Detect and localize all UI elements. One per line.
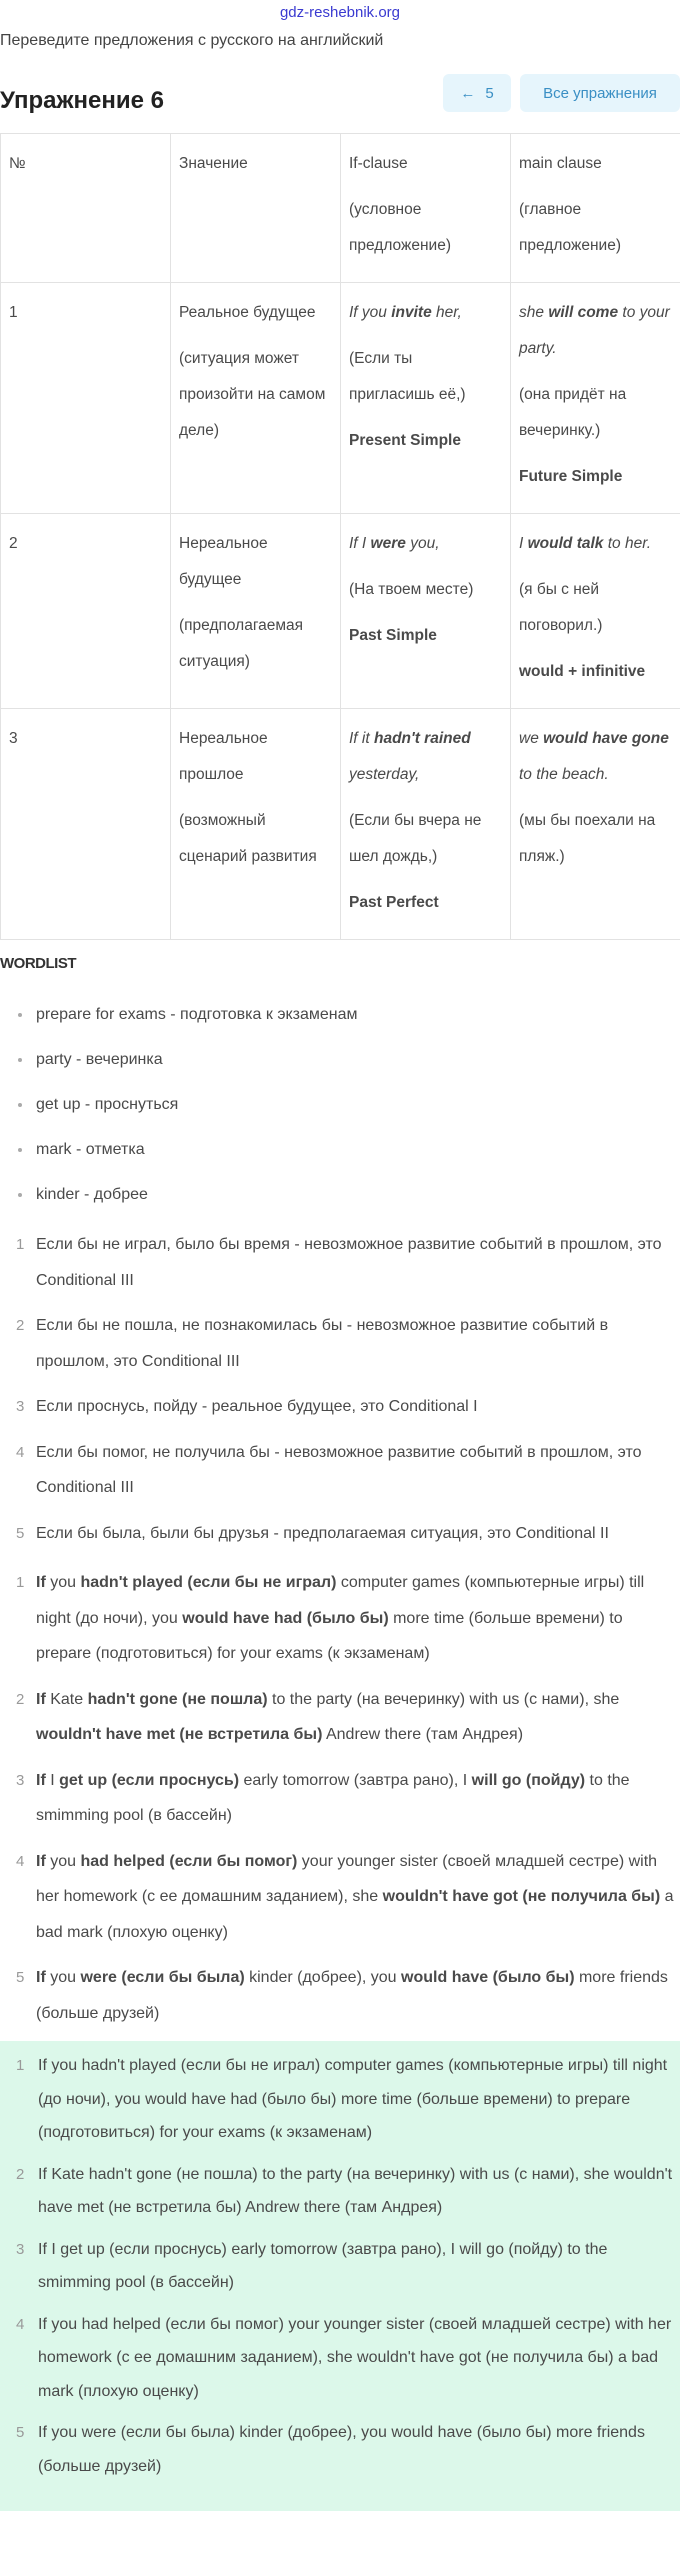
cell-paragraph	[519, 295, 672, 367]
text-segment: №	[9, 155, 26, 172]
item-text: If you were (если бы была) kinder (добрее), you would have (было бы) more friends (больше друзей)	[38, 2424, 645, 2475]
cell-paragraph	[349, 146, 502, 182]
bold-text: would have had (было бы)	[182, 1609, 389, 1627]
page-title: Упражнение 6	[0, 87, 164, 114]
cell-paragraph	[519, 459, 672, 495]
bold-text: Future Simple	[519, 468, 623, 485]
bold-text: were	[370, 535, 406, 552]
list-item	[0, 1227, 680, 1298]
list-item	[0, 1516, 680, 1552]
cell-paragraph	[349, 885, 502, 921]
text-segment: more friends (больше друзей)	[36, 1969, 668, 2022]
text-segment: Если бы помог, не получила бы - невозможное развитие событий в прошлом, это Conditional III	[36, 1443, 642, 1496]
text-segment: to the smimming pool (в бассейн)	[36, 1771, 630, 1824]
cell-paragraph	[179, 146, 332, 182]
list-item	[0, 1565, 680, 1672]
text-segment: Kate	[45, 1690, 88, 1708]
cell-paragraph	[349, 572, 502, 608]
text-segment: If I	[349, 535, 371, 552]
text-segment: kinder (добрее), you	[244, 1969, 402, 1986]
text-segment: I	[45, 1771, 60, 1789]
cell-paragraph	[179, 608, 332, 680]
list-item	[0, 1763, 680, 1834]
table-cell	[1, 514, 171, 709]
text-segment: (она придёт на вечеринку.)	[519, 386, 627, 439]
cell-paragraph	[519, 803, 672, 875]
bold-text: will go (пойду)	[471, 1771, 586, 1789]
cell-paragraph	[519, 572, 672, 644]
text-segment: (мы бы поехали на пляж.)	[519, 812, 656, 865]
cell-paragraph	[519, 654, 672, 690]
cell-paragraph	[349, 526, 502, 562]
text-segment: Если бы была, были бы друзья - предполагаемая ситуация, это Conditional II	[36, 1524, 609, 1542]
text-segment: you,	[405, 535, 440, 552]
header-cell	[511, 134, 680, 283]
previous-exercise-label: 5	[485, 84, 494, 102]
previous-exercise-button[interactable]	[443, 74, 511, 112]
bold-text: If	[36, 1771, 46, 1789]
text-segment: Если проснусь, пойду - реальное будущее, это Conditional I	[36, 1398, 478, 1415]
text-segment: she	[519, 304, 549, 321]
table-cell	[1, 709, 171, 940]
item-text: If Kate hadn't gone (не пошла) to the party (на вечеринку) with us (с нами), she wouldn't have met (не встретила бы) Andrew there (там Андрея)	[38, 2165, 673, 2216]
text-segment: Если бы не пошла, не познакомилась бы - невозможное развитие событий в прошлом, это Conditional III	[36, 1317, 609, 1370]
text-segment: 3	[9, 730, 18, 747]
list-item: prepare for exams - подготовка к экзаменам	[0, 1002, 680, 1028]
conditionals-table	[0, 133, 680, 940]
item-number: 3	[16, 2240, 25, 2258]
cell-paragraph	[349, 721, 502, 793]
bold-text: will come	[548, 304, 619, 321]
text-segment: (На твоем месте)	[349, 581, 474, 598]
item-number: 1	[16, 2057, 25, 2074]
watermark: gdz-reshebnik.org	[279, 4, 401, 21]
exercise-header	[0, 62, 680, 128]
bold-text: wouldn't have met (не встретила бы)	[36, 1726, 323, 1743]
text-segment: main clause	[519, 155, 602, 172]
bold-text: would talk	[527, 535, 604, 552]
text-segment: (предполагаемая ситуация)	[179, 617, 304, 670]
table-row	[1, 283, 680, 514]
cell-paragraph	[349, 423, 502, 459]
bold-text: had helped (если бы помог)	[80, 1852, 298, 1870]
bold-text: were (если бы была)	[80, 1969, 245, 1986]
text-segment: yesterday,	[349, 766, 420, 783]
item-number: 5	[16, 1969, 25, 1986]
table-cell	[171, 709, 341, 940]
list-item: kinder - добрее	[0, 1182, 680, 1208]
text-segment: early tomorrow (завтра рано), I	[239, 1771, 472, 1789]
table-header-row	[1, 134, 680, 283]
bold-text: hadn't rained	[373, 730, 471, 747]
bold-text: would have gone	[543, 730, 669, 747]
bold-text: would have (было бы)	[401, 1969, 575, 1986]
item-text: If I get up (если проснусь) early tomorrow (завтра рано), I will go (пойду) to the smimming pool (в бассейн)	[38, 2240, 608, 2291]
list-item	[0, 1960, 680, 2031]
table-row	[1, 514, 680, 709]
wordlist	[0, 1002, 680, 1208]
bold-text: If	[36, 1574, 46, 1591]
table-row	[1, 709, 680, 940]
list-item	[0, 2158, 680, 2225]
table-cell	[341, 283, 511, 514]
cell-paragraph	[9, 295, 162, 331]
text-segment: If it	[349, 730, 374, 747]
cell-paragraph	[179, 526, 332, 598]
list-item: mark - отметка	[0, 1137, 680, 1163]
item-number: 2	[16, 1690, 25, 1708]
item-number: 4	[16, 1852, 25, 1870]
cell-paragraph	[9, 721, 162, 757]
item-number: 5	[16, 1524, 25, 1542]
cell-paragraph	[9, 146, 162, 182]
text-segment: (Если бы вчера не шел дождь,)	[349, 812, 482, 865]
table-cell	[341, 709, 511, 940]
final-answer-box	[0, 2041, 680, 2511]
cell-paragraph	[179, 803, 332, 875]
text-segment: Если бы не играл, было бы время - невозможное развитие событий в прошлом, это Conditional III	[36, 1236, 662, 1289]
cell-paragraph	[349, 192, 502, 264]
item-number: 3	[16, 1398, 25, 1415]
text-segment: computer games (компьютерные игры) till night (до ночи), you	[36, 1574, 645, 1627]
list-item	[0, 1844, 680, 1951]
text-segment: you	[45, 1852, 81, 1870]
cell-paragraph	[349, 803, 502, 875]
header-cell	[341, 134, 511, 283]
text-segment: (Если ты пригласишь её,)	[349, 350, 466, 403]
all-exercises-button[interactable]: Все упражнения	[520, 74, 680, 112]
cell-paragraph	[519, 192, 672, 264]
text-segment: If-clause	[349, 155, 408, 172]
cell-paragraph	[519, 146, 672, 182]
text-segment: (ситуация может произойти на самом деле)	[179, 350, 326, 439]
text-segment: (главное предложение)	[519, 201, 621, 254]
text-segment: we	[519, 730, 544, 747]
text-segment: to her.	[603, 535, 652, 552]
text-segment: to the beach.	[519, 766, 609, 783]
cell-paragraph	[519, 526, 672, 562]
list-item: party - вечеринка	[0, 1047, 680, 1073]
cell-paragraph	[519, 721, 672, 793]
item-number: 2	[16, 1317, 25, 1334]
text-segment: (условное предложение)	[349, 201, 451, 254]
item-number: 1	[16, 1574, 25, 1591]
bold-text: If	[36, 1690, 46, 1708]
item-text: If you had helped (если бы помог) your younger sister (своей младшей сестре) with her homework (с ее домашним заданием), she wouldn't have got (не получила бы) a bad mark (плохую оценку)	[38, 2315, 672, 2400]
bold-text: invite	[391, 304, 432, 321]
bold-text: Present Simple	[349, 432, 461, 449]
bold-text: would + infinitive	[519, 663, 646, 680]
item-number: 3	[16, 1771, 25, 1789]
text-segment: her,	[431, 304, 462, 321]
list-item	[0, 1435, 680, 1506]
cell-paragraph	[349, 295, 502, 331]
explanations-list	[0, 1227, 680, 1551]
text-segment: your younger sister (своей младшей сестре) with her homework (с ее домашним заданием), she	[36, 1852, 658, 1905]
text-segment: (возможный сценарий развития	[179, 812, 317, 865]
item-number: 1	[16, 1236, 25, 1253]
arrow-left-icon: ←	[460, 84, 476, 102]
item-number: 4	[16, 2315, 25, 2333]
bold-text: hadn't gone (не пошла)	[87, 1690, 268, 1708]
table-cell	[1, 283, 171, 514]
list-item: get up - проснуться	[0, 1092, 680, 1118]
cell-paragraph	[519, 377, 672, 449]
cell-paragraph	[349, 618, 502, 654]
table-cell	[171, 283, 341, 514]
bold-text: Past Simple	[349, 627, 437, 644]
item-text: If you hadn't played (если бы не играл) computer games (компьютерные игры) till night (до ночи), you would have had (было бы) more time (больше времени) to prepare (подготовиться) for your exams (к экзаменам)	[38, 2057, 668, 2141]
text-segment: If you	[349, 304, 392, 321]
text-segment: you	[45, 1969, 81, 1986]
item-number: 5	[16, 2424, 25, 2441]
wordlist-heading: WORDLIST	[0, 955, 76, 972]
text-segment: Andrew there (там Андрея)	[322, 1726, 524, 1743]
answers-list	[0, 1565, 680, 2031]
item-number: 4	[16, 1443, 25, 1461]
cell-paragraph	[179, 341, 332, 449]
header-cell	[171, 134, 341, 283]
cell-paragraph	[349, 341, 502, 413]
table-cell	[171, 514, 341, 709]
text-segment: you	[45, 1574, 81, 1591]
bold-text: Past Perfect	[349, 894, 439, 911]
text-segment: 2	[9, 535, 18, 552]
text-segment: Нереальное будущее	[179, 535, 268, 588]
cell-paragraph	[9, 526, 162, 562]
text-segment: Значение	[179, 155, 248, 172]
bold-text: hadn't played (если бы не играл)	[80, 1574, 337, 1591]
cell-paragraph	[179, 721, 332, 793]
text-segment: more time (больше времени) to prepare (подготовиться) for your exams (к экзаменам)	[36, 1609, 623, 1662]
list-item	[0, 2049, 680, 2150]
list-item	[0, 1682, 680, 1753]
list-item	[0, 1308, 680, 1379]
text-segment: Нереальное прошлое	[179, 730, 268, 783]
text-segment: (я бы с ней поговорил.)	[519, 581, 603, 634]
table-cell	[341, 514, 511, 709]
header-cell	[1, 134, 171, 283]
text-segment: 1	[9, 304, 18, 321]
text-segment: a bad mark (плохую оценку)	[36, 1888, 674, 1941]
cell-paragraph	[179, 295, 332, 331]
list-item	[0, 2308, 680, 2409]
text-segment: Реальное будущее	[179, 304, 316, 321]
text-segment: to your party.	[519, 304, 670, 357]
list-item	[0, 1389, 680, 1425]
table-cell	[511, 709, 680, 940]
text-segment: to the party (на вечеринку) with us (с нами), she	[267, 1690, 620, 1708]
final-answers-list	[0, 2049, 680, 2483]
instruction: Переведите предложения с русского на английский	[0, 32, 384, 49]
list-item	[0, 2233, 680, 2300]
bold-text: wouldn't have got (не получила бы)	[382, 1888, 661, 1905]
table-cell	[511, 283, 680, 514]
table-cell	[511, 514, 680, 709]
bold-text: If	[36, 1852, 46, 1870]
bold-text: get up (если проснусь)	[59, 1771, 240, 1789]
list-item	[0, 2416, 680, 2483]
bold-text: If	[36, 1969, 46, 1986]
text-segment: I	[519, 535, 528, 552]
item-number: 2	[16, 2165, 25, 2183]
